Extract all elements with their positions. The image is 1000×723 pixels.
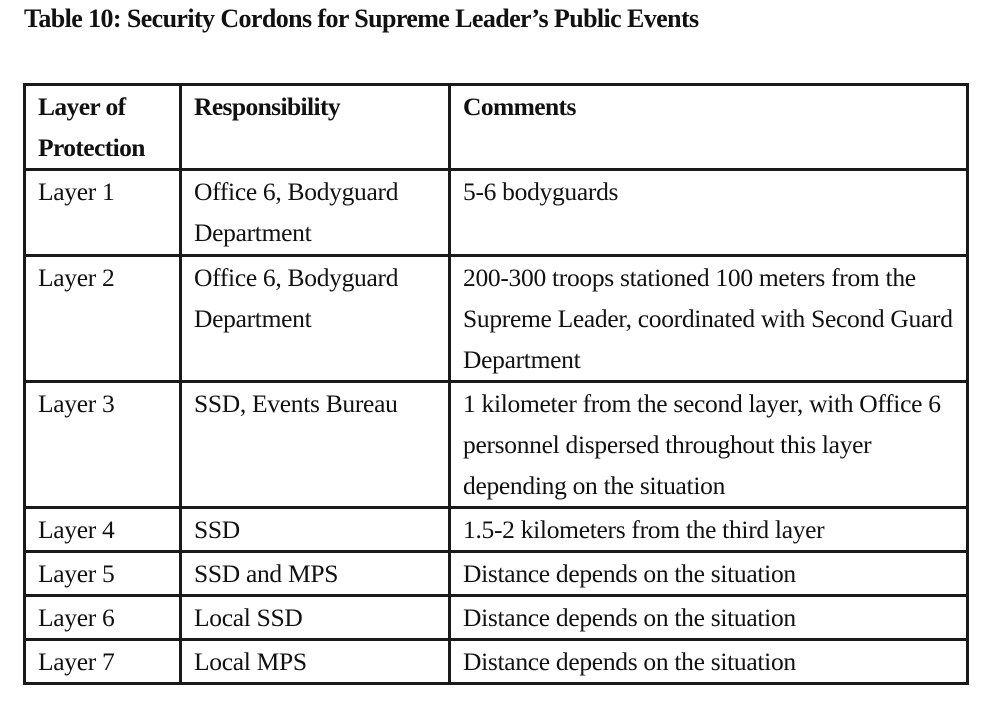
table-header-row xyxy=(25,85,968,170)
cell-comments: 1 kilometer from the second layer, with Office 6 personnel dispersed throughout this layer depending on the situation xyxy=(450,382,968,508)
cell-comments: Distance depends on the situation xyxy=(450,640,968,684)
cell-responsibility: Local MPS xyxy=(181,640,450,684)
cell-layer: Layer 5 xyxy=(25,552,181,596)
cell-responsibility: SSD xyxy=(181,508,450,552)
cell-comments: Distance depends on the situation xyxy=(450,552,968,596)
table-row xyxy=(25,552,968,596)
table-row xyxy=(25,596,968,640)
cell-layer: Layer 1 xyxy=(25,170,181,256)
cell-responsibility: Office 6, Bodyguard Department xyxy=(181,170,450,256)
cell-responsibility: Local SSD xyxy=(181,596,450,640)
cell-layer: Layer 2 xyxy=(25,256,181,382)
header-comments: Comments xyxy=(450,85,968,170)
table-title: Table 10: Security Cordons for Supreme Leader’s Public Events xyxy=(24,4,699,33)
cell-layer: Layer 7 xyxy=(25,640,181,684)
security-cordons-table xyxy=(23,83,969,685)
cell-comments: 200-300 troops stationed 100 meters from the Supreme Leader, coordinated with Second Guard Department xyxy=(450,256,968,382)
cell-responsibility: Office 6, Bodyguard Department xyxy=(181,256,450,382)
header-responsibility: Responsibility xyxy=(181,85,450,170)
cell-comments: 1.5-2 kilometers from the third layer xyxy=(450,508,968,552)
table-row xyxy=(25,640,968,684)
cell-layer: Layer 4 xyxy=(25,508,181,552)
cell-comments: Distance depends on the situation xyxy=(450,596,968,640)
cell-layer: Layer 6 xyxy=(25,596,181,640)
table-row xyxy=(25,256,968,382)
header-layer: Layer of Protection xyxy=(25,85,181,170)
table-row xyxy=(25,508,968,552)
cell-responsibility: SSD, Events Bureau xyxy=(181,382,450,508)
cell-layer: Layer 3 xyxy=(25,382,181,508)
table-row xyxy=(25,170,968,256)
cell-responsibility: SSD and MPS xyxy=(181,552,450,596)
cell-comments: 5-6 bodyguards xyxy=(450,170,968,256)
table-row xyxy=(25,382,968,508)
